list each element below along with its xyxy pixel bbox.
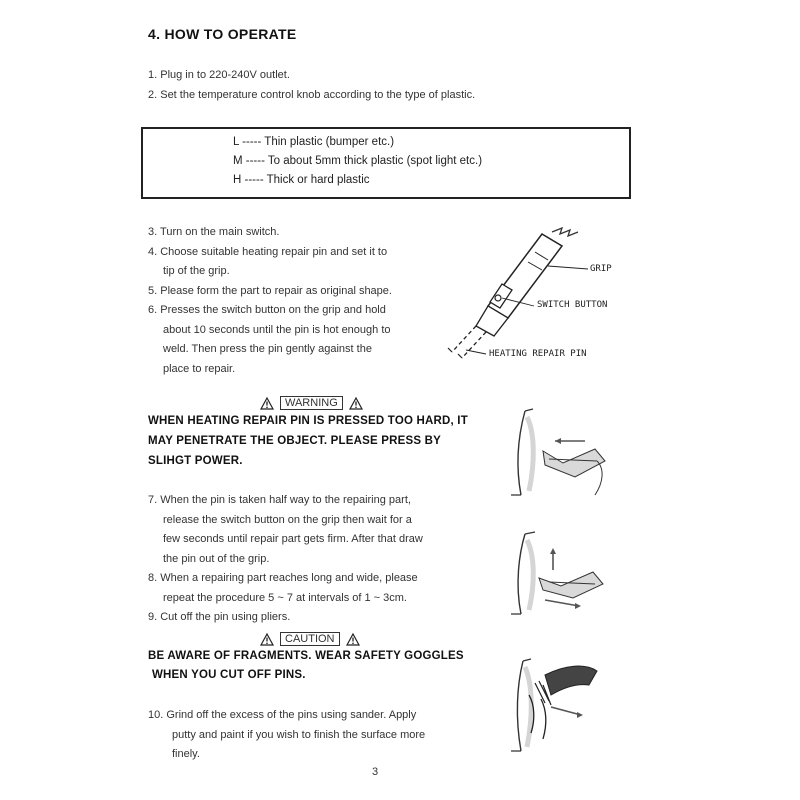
step-7-cont-2: few seconds until repair part gets firm. After that draw xyxy=(163,533,423,545)
caution-line-1: BE AWARE OF FRAGMENTS. WEAR SAFETY GOGGLES xyxy=(148,650,464,662)
warning-line-1: WHEN HEATING REPAIR PIN IS PRESSED TOO HARD, IT xyxy=(148,415,468,427)
warning-heading xyxy=(260,396,363,410)
step-7: 7. When the pin is taken half way to the repairing part, xyxy=(148,494,411,506)
warning-line-2: MAY PENETRATE THE OBJECT. PLEASE PRESS BY xyxy=(148,435,441,447)
label-grip: GRIP xyxy=(590,264,612,274)
step-7-cont-1: release the switch button on the grip then wait for a xyxy=(163,514,412,526)
grip-diagram xyxy=(430,222,590,367)
step-6-cont-1: about 10 seconds until the pin is hot enough to xyxy=(163,324,391,336)
warning-triangle-icon xyxy=(349,397,363,410)
step-9: 9. Cut off the pin using pliers. xyxy=(148,611,291,623)
cut-pins-illustration xyxy=(505,655,615,755)
label-heating-repair-pin: HEATING REPAIR PIN xyxy=(489,349,587,359)
step-10-cont-1: putty and paint if you wish to finish the surface more xyxy=(172,729,426,741)
caution-triangle-icon xyxy=(346,633,360,646)
step-10: 10. Grind off the excess of the pins using sander. Apply xyxy=(148,709,417,721)
step-6-cont-3: place to repair. xyxy=(163,363,236,375)
section-title: 4. HOW TO OPERATE xyxy=(148,26,297,42)
step-7-cont-3: the pin out of the grip. xyxy=(163,553,270,565)
caution-line-2: WHEN YOU CUT OFF PINS. xyxy=(152,669,306,681)
warning-tag: WARNING xyxy=(280,396,343,410)
step-4-cont: tip of the grip. xyxy=(163,265,230,277)
label-switch-button: SWITCH BUTTON xyxy=(537,300,608,310)
step-6: 6. Presses the switch button on the grip and hold xyxy=(148,304,386,316)
setting-low: L ----- Thin plastic (bumper etc.) xyxy=(233,136,395,148)
step-6-cont-2: weld. Then press the pin gently against the xyxy=(163,343,372,355)
caution-triangle-icon xyxy=(260,633,274,646)
release-pin-illustration xyxy=(505,528,615,618)
setting-high: H ----- Thick or hard plastic xyxy=(233,174,370,186)
warning-triangle-icon xyxy=(260,397,274,410)
step-8: 8. When a repairing part reaches long and wide, please xyxy=(148,572,418,584)
setting-medium: M ----- To about 5mm thick plastic (spot light etc.) xyxy=(233,155,483,167)
step-10-cont-2: finely. xyxy=(172,748,200,760)
step-3: 3. Turn on the main switch. xyxy=(148,226,280,238)
page-number: 3 xyxy=(372,766,379,778)
caution-heading xyxy=(260,632,360,646)
step-4: 4. Choose suitable heating repair pin and set it to xyxy=(148,246,388,258)
step-8-cont: repeat the procedure 5 ~ 7 at intervals of 1 ~ 3cm. xyxy=(163,592,407,604)
step-1: 1. Plug in to 220-240V outlet. xyxy=(148,69,290,81)
caution-tag: CAUTION xyxy=(280,632,340,646)
step-2: 2. Set the temperature control knob according to the type of plastic. xyxy=(148,89,476,101)
step-5: 5. Please form the part to repair as original shape. xyxy=(148,285,392,297)
warning-line-3: SLIHGT POWER. xyxy=(148,455,243,467)
press-pin-illustration xyxy=(505,403,615,498)
